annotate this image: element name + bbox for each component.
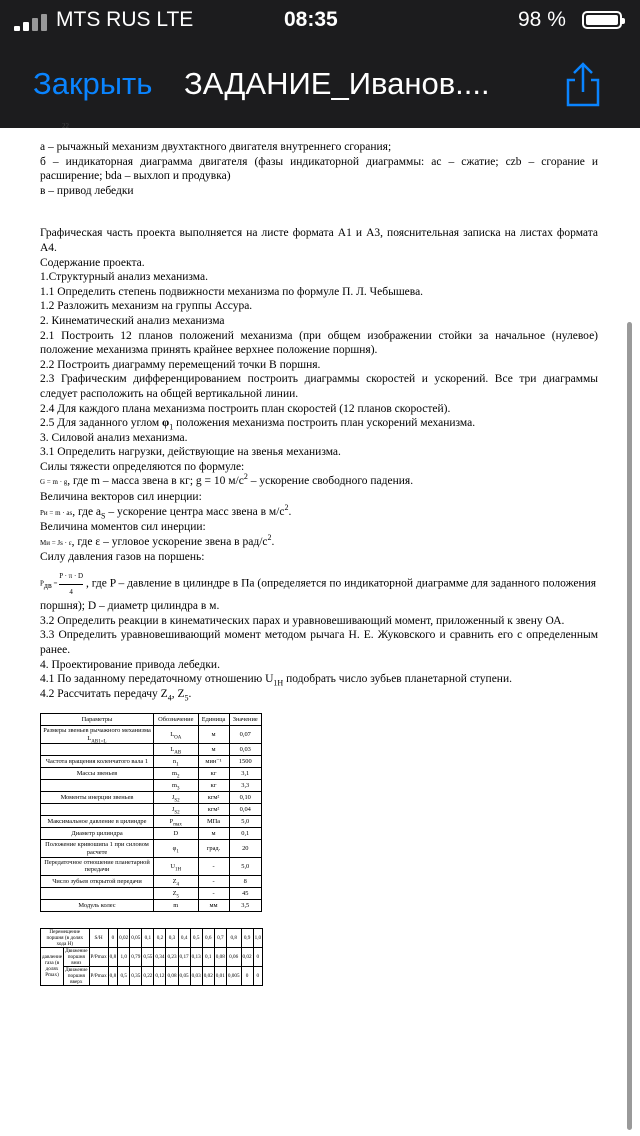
table-cell: 0,01: [214, 966, 226, 985]
gravity-line: G = m · g, где m – масса звена в кг; g = 10 $м/с^2$ – ускорение свободного падения.: [40, 472, 414, 488]
table-cell: кг: [198, 768, 229, 780]
contents-item: 2.2 Построить диаграмму перемещений точки В поршня.: [40, 358, 321, 371]
table-cell: давление газа (в долях Pmax): [41, 947, 64, 985]
table-cell: $P_{max}$: [154, 816, 199, 828]
table-cell: Модуль колес: [41, 899, 154, 911]
table-cell: 5,0: [229, 858, 261, 876]
table-cell: 0,07: [229, 726, 261, 744]
table-cell: $J_{S2}$: [154, 804, 199, 816]
table-cell: [41, 780, 154, 792]
contents-item: 4. Проектирование привода лебедки.: [40, 658, 220, 671]
table-cell: МПа: [198, 816, 229, 828]
table-cell: кг: [198, 780, 229, 792]
table-cell: 0,5: [190, 928, 202, 947]
table-cell: $J_{S2}$: [154, 792, 199, 804]
table-cell: Положение кривошипа 1 при силовом расчете: [41, 840, 154, 858]
cropped-fragment: 22: [62, 122, 69, 130]
table-cell: 1,0: [253, 928, 262, 947]
table-cell: Движение поршня вниз: [65, 947, 88, 966]
table-cell: 0,35: [130, 966, 142, 985]
table-row: [41, 887, 262, 899]
inertia-formula: Pи = m · as: [40, 508, 73, 517]
table-cell: 0,06: [226, 947, 241, 966]
table-cell: $m_3$: [154, 780, 199, 792]
table-cell: -: [198, 875, 229, 887]
gas-head: Силу давления газов на поршень:: [40, 551, 205, 564]
table-cell: м: [198, 744, 229, 756]
contents-item: 2.3 Графическим дифференцированием построить диаграммы скоростей и ускорений. Все три диаграммы следует расположить на общей вертикальной линии.: [40, 373, 598, 400]
table-row: [41, 875, 262, 887]
table-cell: 0,05: [178, 966, 190, 985]
table-cell: 0,5: [118, 966, 130, 985]
moment-line: Mи = Js · ε, где ε – угловое ускорение звена в рад/$с^2$.: [40, 533, 275, 548]
table-cell: 0,55: [142, 947, 154, 966]
contents-item: 3. Силовой анализ механизма.: [40, 431, 188, 444]
table-row: [41, 780, 262, 792]
share-icon[interactable]: [562, 62, 604, 108]
contents-item: 1.2 Разложить механизм на группы Ассура.: [40, 300, 253, 313]
table-cell: 0,23: [166, 947, 178, 966]
table-cell: $n_1$: [154, 756, 199, 768]
inertia-text: , где a: [72, 505, 102, 518]
table-cell: $L_{AB}$: [154, 744, 199, 756]
table-cell: P/Pmax: [89, 947, 108, 966]
table-row: [41, 792, 262, 804]
table-cell: 0,08: [214, 947, 226, 966]
legend-a: а – рычажный механизм двухтактного двигателя внутреннего сгорания;: [40, 141, 392, 153]
table-cell: Массы звеньев: [41, 768, 154, 780]
gas-text: , где P – давление в цилиндре в Па (определяется по индикаторной диаграмме для заданного положения поршня); D – диаметр цилиндра в м.: [40, 577, 597, 613]
table-cell: 0,02: [118, 928, 130, 947]
table-cell: -: [198, 887, 229, 899]
table-cell: [41, 804, 154, 816]
contents-item: 3.3 Определить уравновешивающий момент методом рычага Н. Е. Жуковского и сравнить его с определенным ранее.: [40, 629, 598, 656]
after-gas-list: [40, 614, 598, 672]
table-row: [41, 726, 262, 744]
table-cell: 0: [241, 966, 253, 985]
table-cell: м: [198, 828, 229, 840]
table-cell: 0,7: [214, 928, 226, 947]
table-cell: D: [154, 828, 199, 840]
table-cell: $Z_5$: [154, 887, 199, 899]
table-cell: 0,8: [226, 928, 241, 947]
table-cell: P/Pmax: [89, 966, 108, 985]
inertia-line: Pи = m · as, где $a_S$ – ускорение центра масс звена в $м/с^2$.: [40, 502, 292, 520]
table-cell: Диаметр цилиндра: [41, 828, 154, 840]
gravity-tail: – ускорение свободного падения.: [247, 475, 414, 488]
table-cell: 45: [229, 887, 261, 899]
document-page: [40, 128, 598, 1136]
top-bar: [0, 0, 640, 128]
graphic-part-text: Графическая часть проекта выполняется на листе формата А1 и А3, пояснительная записка на листах формата А4.: [40, 227, 598, 254]
carrier-label: MTS RUS LTE: [56, 8, 194, 31]
table-row: [41, 744, 262, 756]
gravity-text: , где m – масса звена в кг; g = 10 м/с: [67, 475, 244, 488]
table-cell: 0,10: [229, 792, 261, 804]
contents-item: 1.1 Определить степень подвижности механизма по формуле П. Л. Чебышева.: [40, 285, 424, 298]
table-cell: 0,3: [166, 928, 178, 947]
contents-item: 3.2 Определить реакции в кинематических парах и уравновешивающий момент, приложенный к звену ОА.: [40, 614, 565, 627]
table-cell: $L_{OA}$: [154, 726, 199, 744]
table-cell: Максимальное давление в цилиндре: [41, 816, 154, 828]
table-row: [41, 840, 262, 858]
table-cell: [41, 887, 154, 899]
table-row: [41, 899, 262, 911]
table-cell: 0: [253, 966, 262, 985]
table-cell: $m_2$: [154, 768, 199, 780]
table-cell: 0,8: [108, 947, 117, 966]
contents-item: Содержание проекта.: [40, 256, 145, 269]
table-cell: 3,5: [229, 899, 261, 911]
moment-text: , где ε – угловое ускорение звена в рад/с: [71, 535, 268, 548]
legend-b: б – индикаторная диаграмма двигателя (фазы индикаторной диаграммы: ac – сжатие; czb – сгорание и расширение; bda – выхлоп и продувка): [40, 155, 598, 183]
table-cell: 0,1: [202, 947, 214, 966]
table-cell: кгм²: [198, 804, 229, 816]
table-cell: m: [154, 899, 199, 911]
contents-item: Силы тяжести определяются по формуле:: [40, 460, 245, 473]
table-cell: 0,4: [178, 928, 190, 947]
table-cell: [41, 744, 154, 756]
table-cell: 0,04: [229, 804, 261, 816]
table-cell: $U_{1H}$: [154, 858, 199, 876]
table-cell: 20: [229, 840, 261, 858]
table-cell: 0,03: [229, 744, 261, 756]
section-2-5: 2.5 Для заданного углом $\varphi_1$ положения механизма построить план ускорений механизма.: [40, 417, 476, 432]
moment-formula: Mи = Js · ε: [40, 538, 72, 547]
status-bar: [0, 6, 640, 36]
table-cell: 0,22: [142, 966, 154, 985]
table-header-cell: Единица: [198, 714, 229, 726]
table-row: [41, 768, 262, 780]
table-cell: 3,3: [229, 780, 261, 792]
contents-item: 2. Кинематический анализ механизма: [40, 314, 225, 327]
table-header-cell: Параметры: [41, 714, 154, 726]
parameters-table: [40, 713, 262, 911]
table-cell: 0,17: [178, 947, 190, 966]
table-cell: 0,8: [108, 966, 117, 985]
table-cell: 0: [253, 947, 262, 966]
table-cell: м: [198, 726, 229, 744]
table-cell: 0: [108, 928, 117, 947]
legend-v: в – привод лебедки: [40, 184, 134, 197]
table-cell: 1500: [229, 756, 261, 768]
section-4-2: 4.2 Рассчитать передачу $Z_4$, $Z_5$.: [40, 687, 192, 703]
table-row: [41, 804, 262, 816]
contents-item: 2.1 Построить 12 планов положений механизма (при общем изображении стойки за начальное (нулевое) положение механизма принять крайнее верхнее положение поршня).: [40, 329, 598, 357]
table-cell: 0,12: [154, 966, 166, 985]
inertia-head: Величина векторов сил инерции:: [40, 491, 202, 504]
table-row: [41, 828, 262, 840]
table-cell: 8: [229, 875, 261, 887]
contents-item: 2.4 Для каждого плана механизма построить план скоростей (12 планов скоростей).: [40, 402, 451, 415]
table-cell: Перемещение поршня (в долях хода Н): [41, 928, 90, 947]
table-cell: 0,79: [130, 947, 142, 966]
close-button[interactable]: Закрыть: [33, 66, 153, 101]
table-cell: мин⁻¹: [198, 756, 229, 768]
table-cell: 0,34: [154, 947, 166, 966]
table-cell: мм: [198, 899, 229, 911]
table-cell: 5,0: [229, 816, 261, 828]
table-cell: Число зубьев открытой передачи: [41, 875, 154, 887]
table-cell: 0,05: [130, 928, 142, 947]
table-cell: Частота вращения коленчатого вала 1: [41, 756, 154, 768]
table-cell: 0,1: [229, 828, 261, 840]
scrollbar[interactable]: [627, 322, 632, 1130]
contents-item: 3.1 Определить нагрузки, действующие на звенья механизма.: [40, 446, 341, 459]
gas-formula: $P_{дв}$ = $\frac{P \cdot \pi \cdot D}{4}$: [40, 569, 83, 599]
table-cell: 0,02: [202, 966, 214, 985]
table-cell: град.: [198, 840, 229, 858]
contents-list: [40, 256, 598, 475]
table-cell: 0,03: [190, 966, 202, 985]
clock: 08:35: [284, 8, 338, 31]
table-header-cell: Обозначение: [154, 714, 199, 726]
table-cell: кгм²: [198, 792, 229, 804]
table-cell: -: [198, 858, 229, 876]
battery-percent: 98 %: [518, 8, 566, 31]
piston-pressure-table: [40, 928, 263, 986]
inertia-text-2: – ускорение центра масс звена в м/с: [105, 505, 285, 518]
table-header-cell: Значение: [229, 714, 261, 726]
gravity-formula: G = m · g: [40, 478, 68, 487]
table-cell: Размеры звеньев рычажного механизма $L_{AB1=L}$: [41, 726, 154, 744]
gas-formula-line: [40, 569, 598, 614]
table-cell: Передаточное отношение планетарной передачи: [41, 858, 154, 876]
battery-icon: [582, 11, 622, 29]
table-cell: 0,1: [142, 928, 154, 947]
table-cell: Движение поршня вверх: [65, 966, 88, 985]
table-cell: 0,13: [190, 947, 202, 966]
table-cell: 3,1: [229, 768, 261, 780]
document-title: ЗАДАНИЕ_Иванов....: [184, 66, 490, 101]
table-cell: 0,08: [166, 966, 178, 985]
table-cell: S/H: [89, 928, 108, 947]
table-cell: 0,2: [154, 928, 166, 947]
moment-head: Величина моментов сил инерции:: [40, 521, 206, 534]
table-cell: 1,0: [118, 947, 130, 966]
table-row: [41, 756, 262, 768]
contents-item: 1.Структурный анализ механизма.: [40, 271, 208, 284]
table-cell: Моменты инерции звеньев: [41, 792, 154, 804]
table-cell: $\varphi_1$: [154, 840, 199, 858]
table-cell: 0,02: [241, 947, 253, 966]
table-cell: 0,6: [202, 928, 214, 947]
table-cell: $Z_4$: [154, 875, 199, 887]
section-4-1: 4.1 По заданному передаточному отношению $U_{1H}$ подобрать число зубьев планетарной ступени.: [40, 673, 512, 688]
table-cell: 0,005: [226, 966, 241, 985]
signal-strength-icon: [14, 13, 54, 31]
table-row: [41, 858, 262, 876]
table-cell: 0,9: [241, 928, 253, 947]
table-row: [41, 816, 262, 828]
